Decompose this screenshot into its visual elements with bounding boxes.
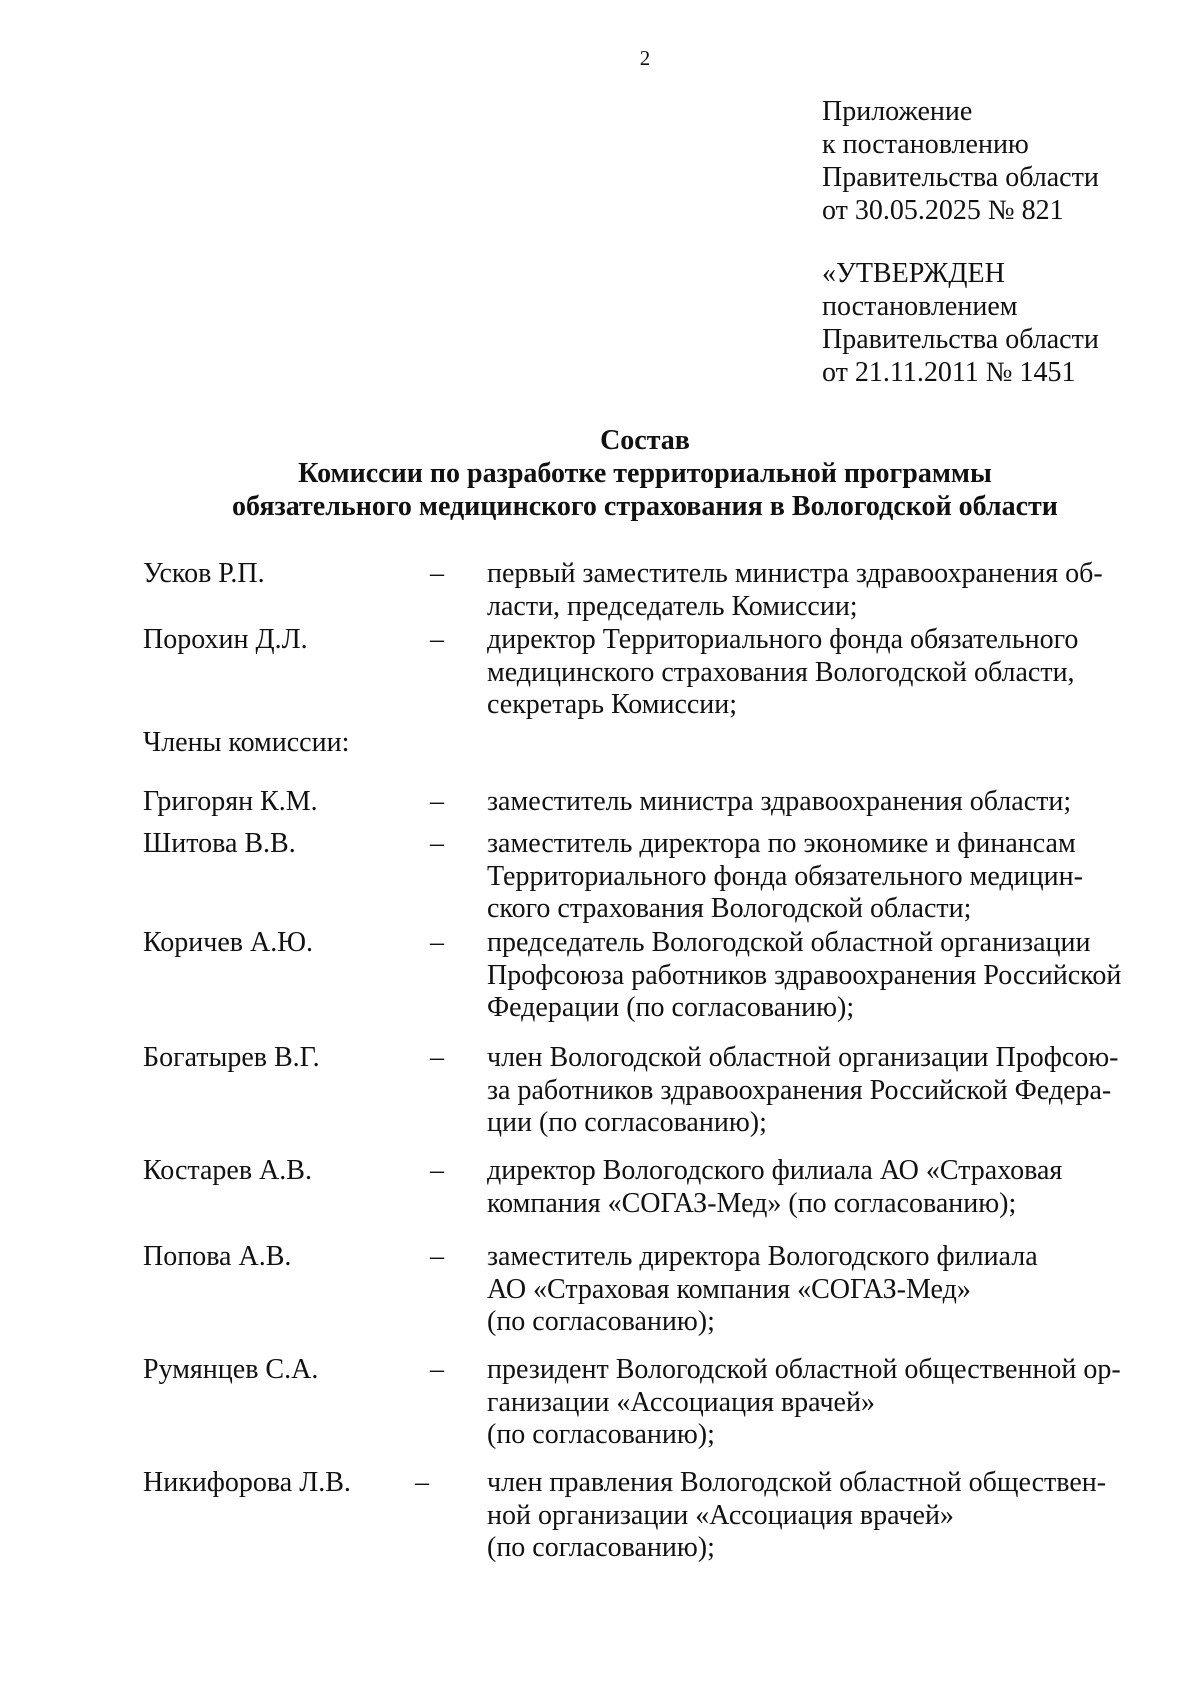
position-line: член правления Вологодской областной обществен- — [487, 1467, 1107, 1498]
member-position — [487, 1354, 1147, 1452]
position-line: за работников здравоохранения Российской Федера- — [487, 1074, 1112, 1106]
member-name: Костарев А.В. — [143, 1155, 312, 1186]
member-dash: – — [430, 786, 444, 817]
title-line: Комиссии по разработке территориальной программы — [298, 458, 992, 489]
member-name: Попова А.В. — [143, 1241, 292, 1272]
appendix-line: Приложение — [822, 96, 973, 127]
member-name: Усков Р.П. — [143, 558, 265, 589]
appendix-header — [822, 95, 1099, 227]
member-position — [487, 828, 1147, 926]
member-name: Порохин Д.Л. — [143, 624, 308, 655]
position-line: Федерации (по согласованию); — [487, 992, 855, 1023]
position-line: директор Территориального фонда обязательного — [487, 624, 1079, 655]
member-name: Шитова В.В. — [143, 828, 296, 859]
approved-stamp-text — [822, 257, 1099, 389]
member-position — [487, 1155, 1147, 1220]
title-line: Состав — [600, 425, 690, 456]
position-line: президент Вологодской областной общественной ор- — [487, 1354, 1121, 1385]
member-name: Богатырев В.Г. — [143, 1042, 320, 1073]
members-section-label: Члены комиссии: — [143, 727, 350, 758]
position-line: медицинского страхования Вологодской области, — [487, 656, 1075, 688]
position-line: ной организации «Ассоциация врачей» — [487, 1499, 954, 1531]
position-line: первый заместитель министра здравоохранения об- — [487, 558, 1103, 589]
member-dash: – — [430, 1241, 444, 1272]
position-line: заместитель директора по экономике и финансам — [487, 828, 1076, 859]
appendix-line: к постановлению — [822, 129, 1029, 160]
position-line: (по согласованию); — [487, 1306, 715, 1337]
member-dash: – — [430, 828, 444, 859]
member-position — [487, 624, 1147, 722]
member-name: Румянцев С.А. — [143, 1354, 319, 1385]
appendix-line: от 30.05.2025 № 821 — [822, 195, 1064, 226]
position-line: заместитель министра здравоохранения области; — [487, 786, 1072, 817]
position-line: заместитель директора Вологодского филиала — [487, 1241, 1038, 1272]
member-position — [487, 786, 1147, 819]
member-name: Григорян К.М. — [143, 786, 318, 817]
member-dash: – — [430, 1354, 444, 1385]
title-line: обязательного медицинского страхования в Вологодской области — [232, 491, 1058, 522]
position-line: компания «СОГАЗ-Мед» (по согласованию); — [487, 1187, 1017, 1219]
member-dash: – — [430, 1155, 444, 1186]
member-position — [487, 1241, 1147, 1339]
position-line: ласти, председатель Комиссии; — [487, 590, 858, 622]
position-line: член Вологодской областной организации Профсою- — [487, 1042, 1119, 1073]
member-dash: – — [430, 624, 444, 655]
member-position — [487, 927, 1147, 1025]
member-position — [487, 558, 1147, 623]
member-position — [487, 1467, 1147, 1565]
position-line: председатель Вологодской областной организации — [487, 927, 1091, 958]
position-line: АО «Страховая компания «СОГАЗ-Мед» — [487, 1273, 971, 1305]
page-number: 2 — [639, 46, 651, 70]
approved-line: от 21.11.2011 № 1451 — [822, 357, 1076, 388]
member-dash: – — [430, 558, 444, 589]
position-line: Территориального фонда обязательного медицин- — [487, 860, 1083, 892]
approved-line: «УТВЕРЖДЕН — [822, 258, 1005, 289]
member-name: Никифорова Л.В. — [143, 1467, 351, 1498]
approved-line: Правительства области — [822, 324, 1099, 355]
position-line: директор Вологодского филиала АО «Страховая — [487, 1155, 1063, 1186]
member-dash: – — [430, 1042, 444, 1073]
position-line: (по согласованию); — [487, 1419, 715, 1450]
document-title — [0, 424, 1200, 523]
member-dash: – — [430, 927, 444, 958]
position-line: ганизации «Ассоциация врачей» — [487, 1386, 875, 1418]
member-name: Коричев А.Ю. — [143, 927, 313, 958]
position-line: Профсоюза работников здравоохранения Российской — [487, 959, 1122, 991]
member-position — [487, 1042, 1147, 1140]
appendix-line: Правительства области — [822, 162, 1099, 193]
position-line: ского страхования Вологодской области; — [487, 893, 972, 924]
position-line: ции (по согласованию); — [487, 1107, 767, 1138]
position-line: секретарь Комиссии; — [487, 689, 738, 720]
member-dash: – — [415, 1467, 429, 1498]
position-line: (по согласованию); — [487, 1532, 715, 1563]
approved-line: постановлением — [822, 291, 1018, 322]
